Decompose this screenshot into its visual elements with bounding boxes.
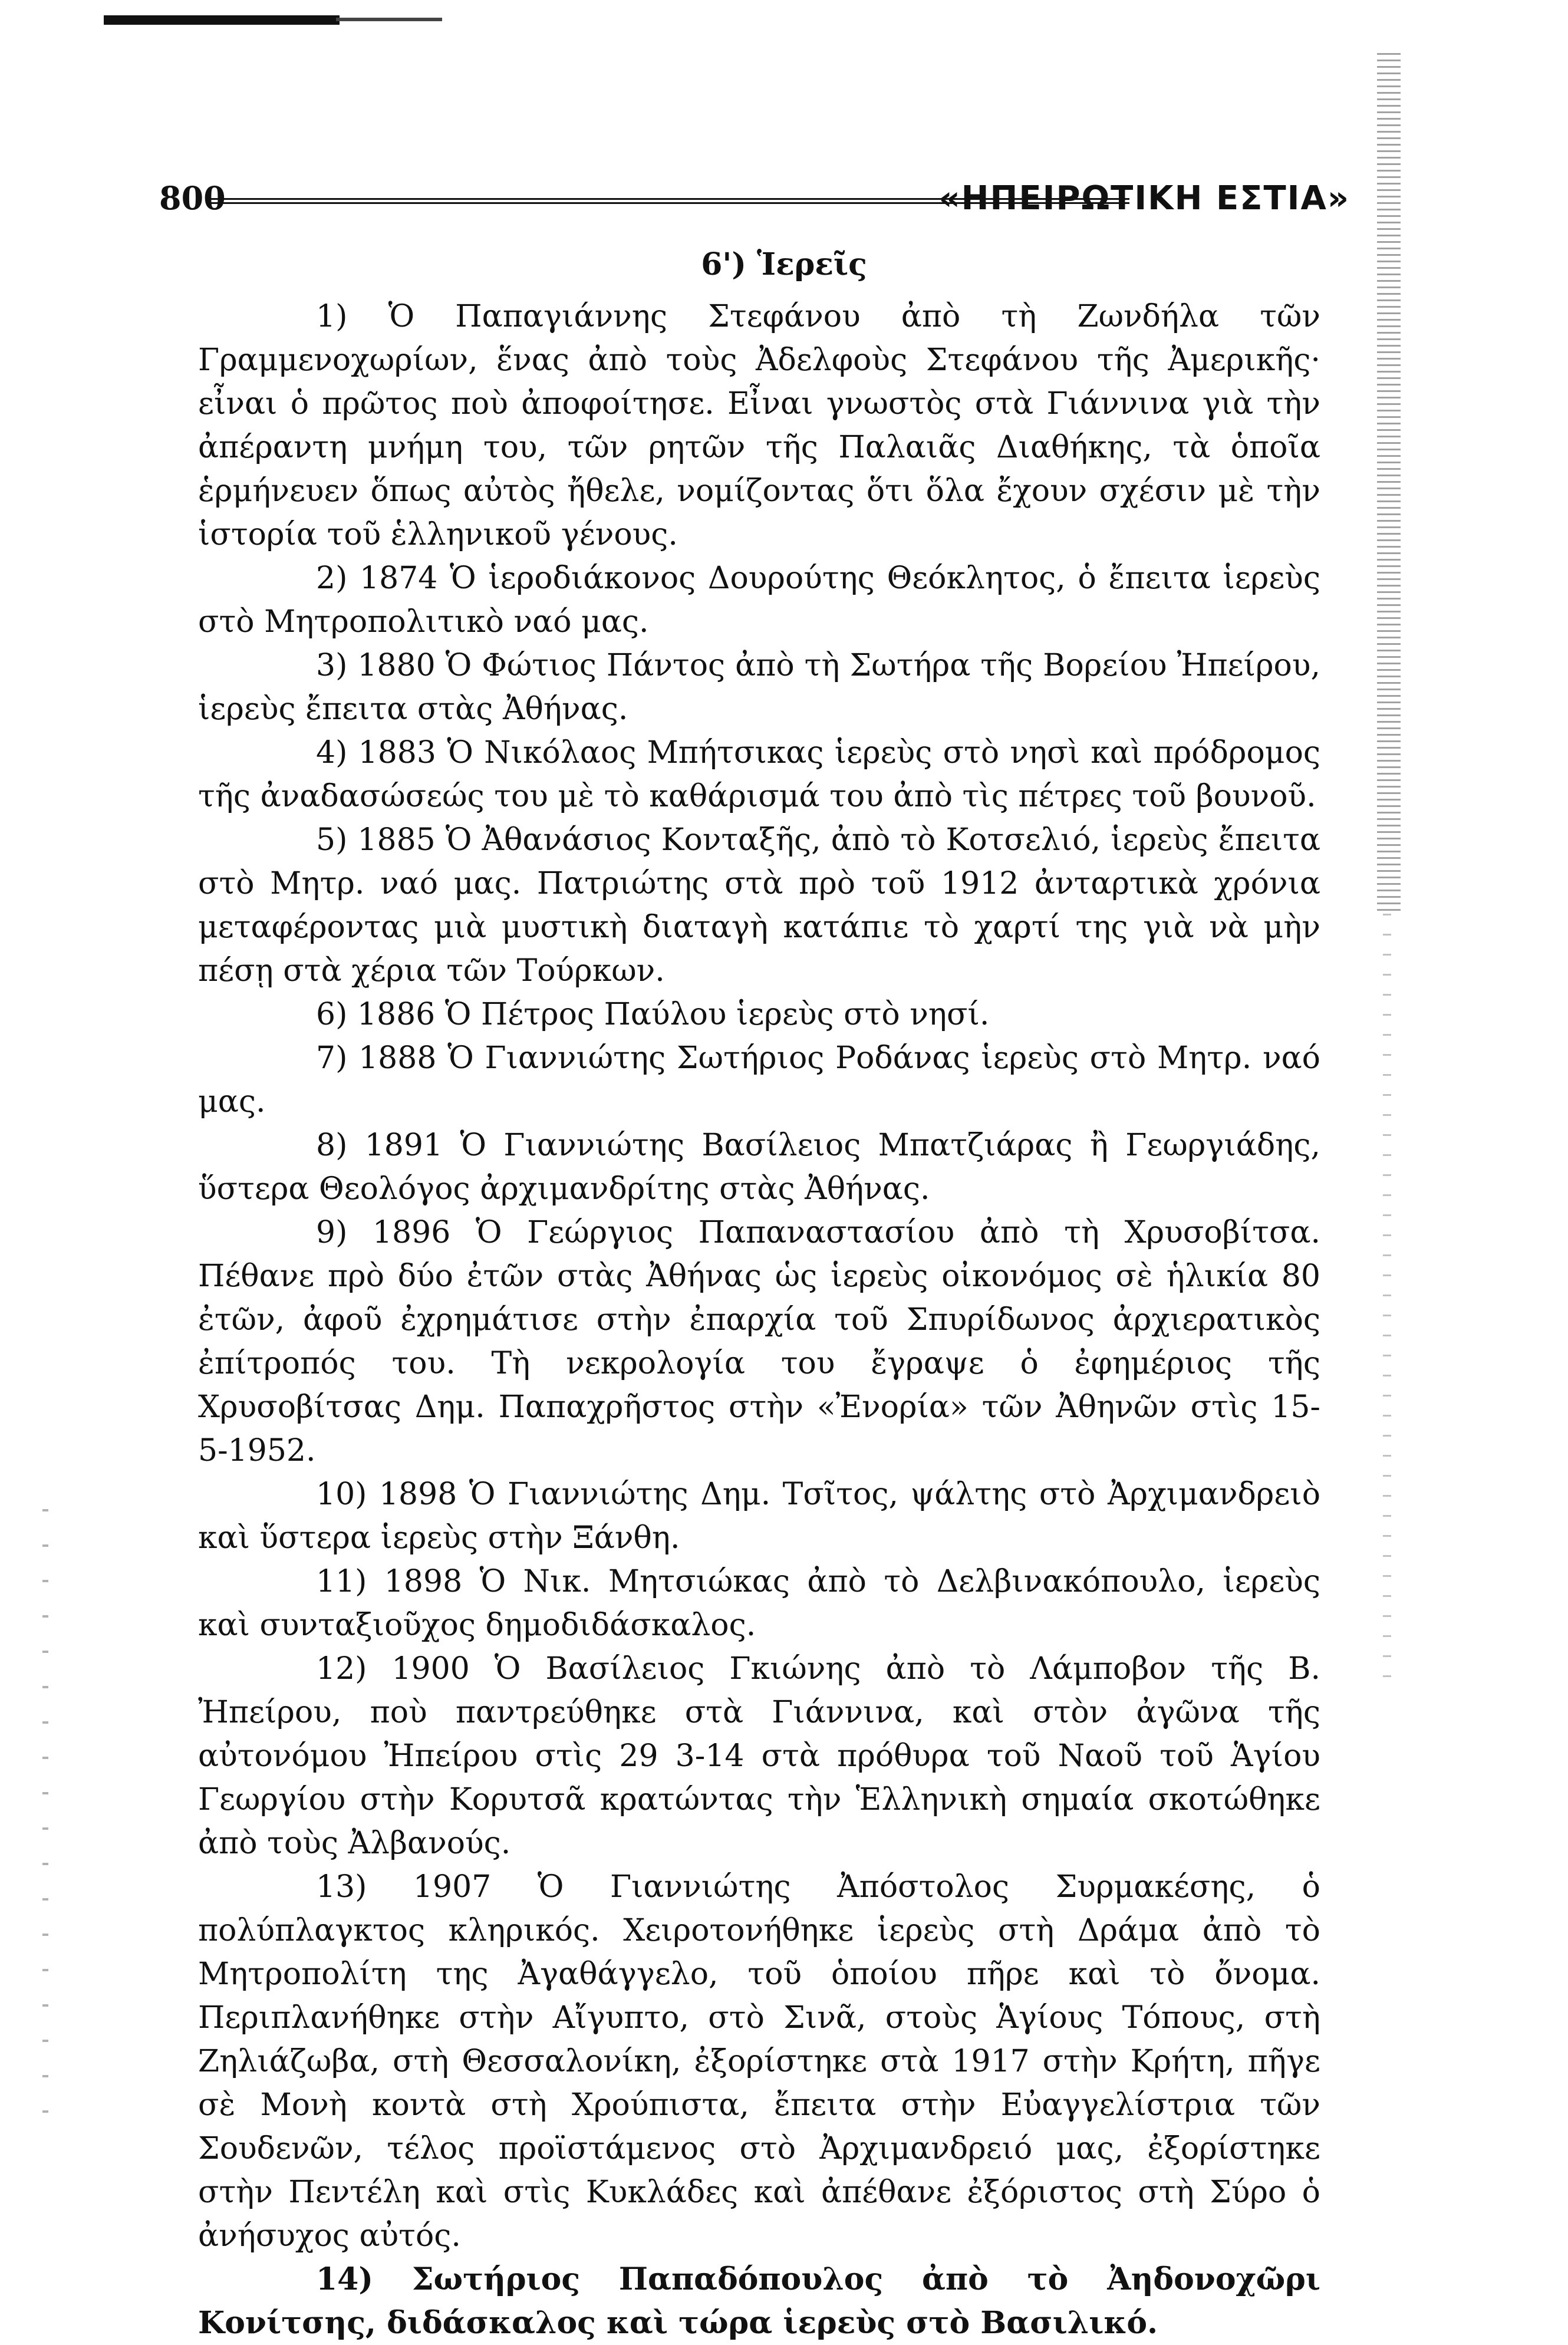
entry-paragraph: 3) 1880 Ὁ Φώτιος Πάντος ἀπὸ τὴ Σωτήρα τῆς Βορείου Ἠπείρου, ἱερεὺς ἔπειτα στὰς Ἀθήνας. [198,648,1320,727]
page-body [198,295,1320,2345]
entry-paragraph: 12) 1900 Ὁ Βασίλειος Γκιώνης ἀπὸ τὸ Λάμποβον τῆς Β. Ἠπείρου, ποὺ παντρεύθηκε στὰ Γιάννινα, καὶ στὸν ἀγῶνα τῆς αὐτονόμου Ἠπείρου στὶς 29 3-14 στὰ πρόθυρα τοῦ Ναοῦ τοῦ Ἁγίου Γεωργίου στὴν Κορυτσᾶ κρατώντας τὴν Ἑλληνικὴ σημαία σκοτώθηκε ἀπὸ τοὺς Ἀλβανούς. [198,1651,1320,1861]
section-title: 6') Ἱερεῖς [701,246,867,282]
entry-paragraph: 10) 1898 Ὁ Γιαννιώτης Δημ. Τσῖτος, ψάλτης στὸ Ἀρχιμανδρειὸ καὶ ὕστερα ἱερεὺς στὴν Ξάνθη. [198,1477,1320,1556]
entry-paragraph: 11) 1898 Ὁ Νικ. Μητσιώκας ἀπὸ τὸ Δελβινακόπουλο, ἱερεὺς καὶ συνταξιοῦχος δημοδιδάσκαλος. [198,1564,1320,1643]
scan-edge-mark [104,15,340,25]
scan-edge-mark [336,18,442,21]
entry-paragraph: 1) Ὁ Παπαγιάννης Στεφάνου ἀπὸ τὴ Ζωνδήλα τῶν Γραμμενοχωρίων, ἕνας ἀπὸ τοὺς Ἀδελφοὺς Στεφάνου τῆς Ἀμερικῆς· εἶναι ὁ πρῶτος ποὺ ἀποφοίτησε. Εἶναι γνωστὸς στὰ Γιάννινα γιὰ τὴν ἀπέραντη μνήμη του, τῶν ρητῶν τῆς Παλαιᾶς Διαθήκης, τὰ ὁποῖα ἑρμήνευεν ὅπως αὐτὸς ἤθελε, νομίζοντας ὅτι ὅλα ἔχουν σχέσιν μὲ τὴν ἱστορία τοῦ ἑλληνικοῦ γένους. [198,299,1320,552]
entry-paragraph: 8) 1891 Ὁ Γιαννιώτης Βασίλειος Μπατζιάρας ἢ Γεωργιάδης, ὕστερα Θεολόγος ἀρχιμανδρίτης στὰς Ἀθήνας. [198,1128,1320,1207]
entry-paragraph: 6) 1886 Ὁ Πέτρος Παύλου ἱερεὺς στὸ νησί. [316,997,990,1032]
scan-binding-edge [1377,53,1401,914]
journal-title: «ΗΠΕΙΡΩΤΙΚΗ ΕΣΤΙΑ» [938,179,1350,218]
entry-paragraph: 9) 1896 Ὁ Γεώργιος Παπαναστασίου ἀπὸ τὴ Χρυσοβίτσα. Πέθανε πρὸ δύο ἐτῶν στὰς Ἀθήνας ὡς ἱερεὺς οἰκονόμος σὲ ἡλικία 80 ἐτῶν, ἀφοῦ ἐχρημάτισε στὴν ἐπαρχία τοῦ Σπυρίδωνος ἀρχιερατικὸς ἐπίτροπός του. Τὴ νεκρολογία του ἔγραψε ὁ ἐφημέριος τῆς Χρυσοβίτσας Δημ. Παπαχρῆστος στὴν «Ἐνορία» τῶν Ἀθηνῶν στὶς 15-5-1952. [198,1215,1320,1468]
page-header [159,179,1350,226]
scan-binding-edge [1383,914,1391,1680]
entry-paragraph: 13) 1907 Ὁ Γιαννιώτης Ἀπόστολος Συρμακέσης, ὁ πολύπλαγκτος κληρικός. Χειροτονήθηκε ἱερεὺς στὴ Δράμα ἀπὸ τὸ Μητροπολίτη της Ἀγαθάγγελο, τοῦ ὁποίου πῆρε καὶ τὸ ὄνομα. Περιπλανήθηκε στὴν Αἴγυπτο, στὸ Σινᾶ, στοὺς Ἁγίους Τόπους, στὴ Ζηλιάζωβα, στὴ Θεσσαλονίκη, ἐξορίστηκε στὰ 1917 στὴν Κρήτη, πῆγε σὲ Μονὴ κοντὰ στὴ Χρούπιστα, ἔπειτα στὴν Εὐαγγελίστρια τῶν Σουδενῶν, τέλος προϊστάμενος στὸ Ἀρχιμανδρειό μας, ἐξορίστηκε στὴν Πεντέλη καὶ στὶς Κυκλάδες καὶ ἀπέθανε ἐξόριστος στὴ Σύρο ὁ ἀνήσυχος αὐτός. [198,1869,1320,2254]
entry-paragraph: 5) 1885 Ὁ Ἀθανάσιος Κονταξῆς, ἀπὸ τὸ Κοτσελιό, ἱερεὺς ἔπειτα στὸ Μητρ. ναό μας. Πατριώτης στὰ πρὸ τοῦ 1912 ἀνταρτικὰ χρόνια μεταφέροντας μιὰ μυστικὴ διαταγὴ κατάπιε τὸ χαρτί της γιὰ νὰ μὴν πέσῃ στὰ χέρια τῶν Τούρκων. [198,822,1320,989]
scan-margin-marks [42,1509,48,2122]
entry-paragraph: 4) 1883 Ὁ Νικόλαος Μπήτσικας ἱερεὺς στὸ νησὶ καὶ πρόδρομος τῆς ἀναδασώσεώς του μὲ τὸ καθάρισμά του ἀπὸ τὶς πέτρες τοῦ βουνοῦ. [198,735,1320,814]
entry-paragraph: 7) 1888 Ὁ Γιαννιώτης Σωτήριος Ροδάνας ἱερεὺς στὸ Μητρ. ναό μας. [198,1040,1320,1119]
page-number: 800 [159,179,226,217]
entry-paragraph: 2) 1874 Ὁ ἱεροδιάκονος Δουρούτης Θεόκλητος, ὁ ἔπειτα ἱερεὺς στὸ Μητροπολιτικὸ ναό μας. [198,561,1320,640]
entry-paragraph: 14) Σωτήριος Παπαδόπουλος ἀπὸ τὸ Ἀηδονοχῶρι Κονίτσης, διδάσκαλος καὶ τώρα ἱερεὺς στὸ Βασιλικό. [198,2261,1320,2341]
